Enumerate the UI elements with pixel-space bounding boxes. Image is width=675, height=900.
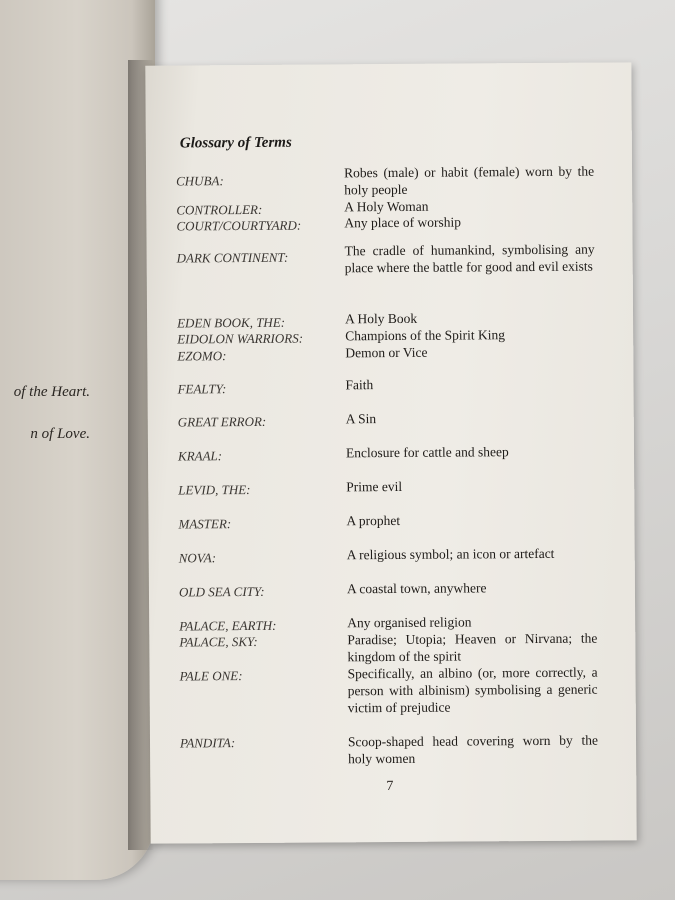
- glossary-title: Glossary of Terms: [179, 134, 292, 152]
- glossary-definition: Demon or Vice: [345, 344, 428, 361]
- glossary-definition: The cradle of humankind, symbolising any place where the battle for good and evil exists: [344, 241, 595, 276]
- glossary-term: GREAT ERROR:: [177, 413, 267, 430]
- glossary-term: LEVID, THE:: [178, 481, 251, 498]
- glossary-definition: Prime evil: [346, 478, 403, 495]
- glossary-term: PALACE, SKY:: [179, 633, 258, 650]
- glossary-term: DARK CONTINENT:: [176, 249, 289, 266]
- glossary-definition: Champions of the Spirit King: [345, 327, 505, 344]
- page-number: 7: [386, 778, 394, 795]
- glossary-definition: Scoop-shaped head covering worn by the holy women: [347, 732, 599, 767]
- glossary-term: EZOMO:: [177, 348, 227, 364]
- glossary-definition: A Holy Woman: [344, 198, 429, 215]
- glossary-definition: Any organised religion: [347, 614, 472, 631]
- glossary-term: FEALTY:: [177, 381, 227, 397]
- glossary-definition: Specifically, an albino (or, more correctly, a person with albinism) symbolising a generic victim of prejudice: [347, 664, 598, 716]
- glossary-term: EDEN BOOK, THE:: [177, 314, 286, 331]
- glossary-definition: Any place of worship: [344, 214, 462, 231]
- glossary-definition: A religious symbol; an icon or artefact: [346, 545, 555, 563]
- left-page-line: of the Heart.: [13, 384, 90, 400]
- glossary-definition: Robes (male) or habit (female) worn by the holy people: [343, 163, 595, 198]
- left-page-line: n of Love.: [30, 426, 90, 442]
- glossary-term: CHUBA:: [176, 173, 224, 189]
- glossary-term: KRAAL:: [177, 448, 223, 464]
- glossary-term: PALE ONE:: [179, 668, 243, 684]
- glossary-definition: A coastal town, anywhere: [346, 580, 487, 597]
- glossary-term: PANDITA:: [179, 735, 236, 751]
- glossary-term: MASTER:: [178, 516, 232, 532]
- glossary-term: NOVA:: [178, 550, 217, 566]
- glossary-page: [145, 62, 636, 843]
- glossary-definition: Enclosure for cattle and sheep: [345, 444, 509, 461]
- glossary-term: EIDOLON WARRIORS:: [177, 330, 304, 347]
- glossary-term: CONTROLLER:: [176, 201, 263, 218]
- glossary-definition: Faith: [345, 377, 374, 393]
- glossary-definition: A Sin: [345, 411, 377, 427]
- glossary-definition: Paradise; Utopia; Heaven or Nirvana; the kingdom of the spirit: [347, 630, 598, 665]
- glossary-definition: A Holy Book: [345, 310, 418, 327]
- glossary-term: PALACE, EARTH:: [179, 617, 277, 634]
- glossary-definition: A prophet: [346, 512, 401, 529]
- glossary-term: OLD SEA CITY:: [178, 583, 265, 600]
- glossary-term: COURT/COURTYARD:: [176, 217, 302, 234]
